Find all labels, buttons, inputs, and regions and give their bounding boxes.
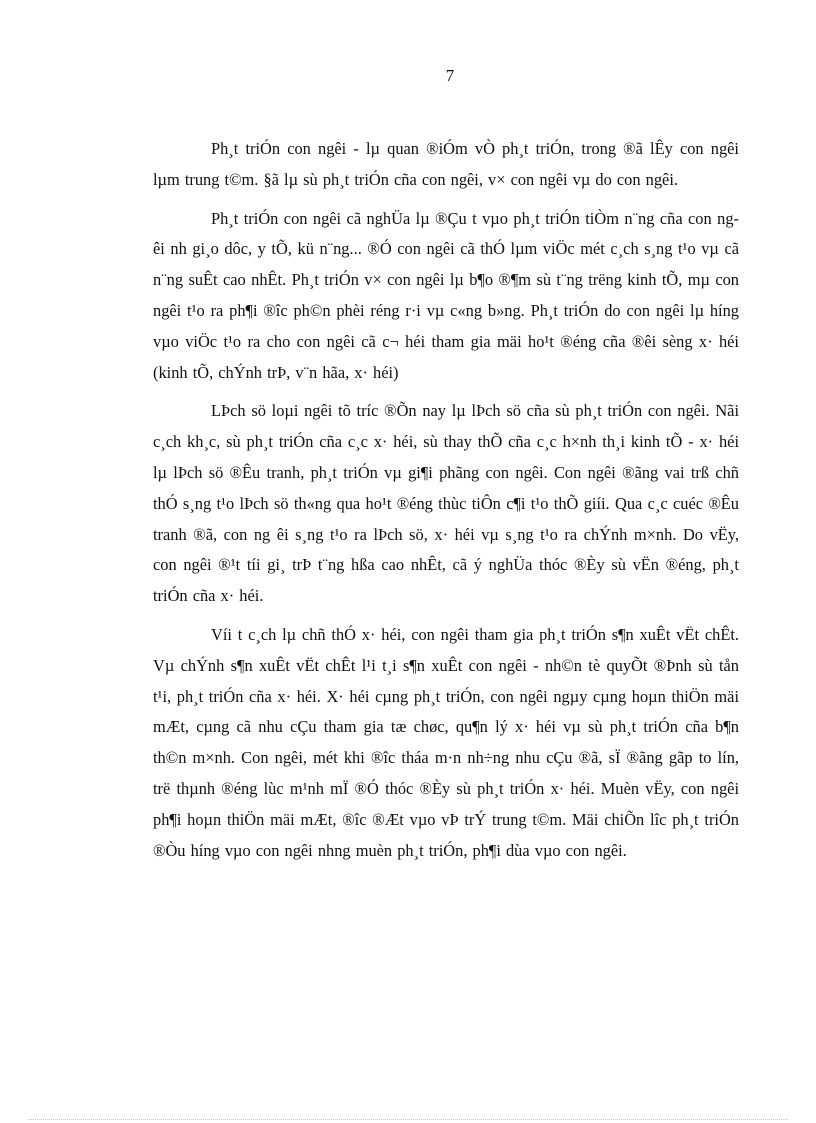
page-bottom-border [28,1119,788,1120]
page-number: 7 [445,66,455,85]
document-body [153,134,739,874]
paragraph-2: Ph¸t triÓn con ngêi cã nghÜa lµ ®Çu t vµo ph¸t triÓn tiÒm n¨ng cña con ngêi nh gi¸o dôc, y tÕ, kü n¨ng... ®Ó con ngêi cã thÓ lµm viÖc mét c¸ch s¸ng t¹o vµ cã n¨ng suÊt cao nhÊt. Ph¸t triÓn v× con ngêi lµ b¶o ®¶m sù t¨ng trëng kinh tÕ, mµ con ngêi t¹o ra ph¶i ®îc ph©n phèi réng r·i vµ c«ng b»ng. Ph¸t triÓn do con ngêi lµ híng vµo viÖc t¹o ra cho con ngêi cã c¬ héi tham gia mäi ho¹t ®éng cña ®êi sèng x· héi (kinh tÕ, chÝnh trÞ, v¨n hãa, x· héi) [153,208,739,382]
paragraph-1: Ph¸t triÓn con ngêi - lµ quan ®iÓm vÒ ph¸t triÓn, trong ®ã lÊy con ngêi lµm trung t©m. §ã lµ sù ph¸t triÓn cña con ngêi, v× con ngêi vµ do con ngêi. [153,139,739,189]
paragraph-3: LÞch sö loµi ngêi tõ tríc ®Õn nay lµ lÞch sö cña sù ph¸t triÓn con ngêi. Nãi c¸ch kh¸c, sù ph¸t triÓn cña c¸c x· héi, sù thay thÕ cña c¸c h×nh th¸i kinh tÕ - x· héi lµ lÞch sö ®Êu tranh, ph¸t triÓn vµ gi¶i phãng con ngêi. Con ngêi ®ãng vai trß chñ thÓ s¸ng t¹o lÞch sö th«ng qua ho¹t ®éng thùc tiÔn c¶i t¹o thÕ giíi. Qua c¸c cuéc ®Êu tranh ®ã, con ng êi s¸ng t¹o ra lÞch sö, x· héi vµ s¸ng t¹o ra chÝnh m×nh. Do vËy, con ngêi ®¹t tíi gi¸ trÞ t¨ng hßa cao nhÊt, cã ý nghÜa thóc ®Èy sù vËn ®éng, ph¸t triÓn cña x· héi. [153,401,739,606]
paragraph-4: Víi t c¸ch lµ chñ thÓ x· héi, con ngêi tham gia ph¸t triÓn s¶n xuÊt vËt chÊt. Vµ chÝnh s¶n xuÊt vËt chÊt l¹i t¸i s¶n xuÊt con ngêi - nh©n tè quyÕt ®Þnh sù tån t¹i, ph¸t triÓn cña x· héi. X· héi cµng ph¸t triÓn, con ngêi ngµy cµng hoµn thiÖn mäi mÆt, cµng cã nhu cÇu tham gia tæ chøc, qu¶n lý x· héi vµ sù ph¸t triÓn cña b¶n th©n m×nh. Con ngêi, mét khi ®îc tháa m·n nh÷ng nhu cÇu ®ã, sÏ ®ãng gãp to lín, trë thµnh ®éng lùc m¹nh mÏ ®Ó thóc ®Èy sù ph¸t triÓn x· héi. Muèn vËy, con ngêi ph¶i hoµn thiÖn mäi mÆt, ®îc ®Æt vµo vÞ trÝ trung t©m. Mäi chiÕn lîc ph¸t triÓn ®Òu híng vµo con ngêi nhng muèn ph¸t triÓn, ph¶i dùa vµo con ngêi. [153,624,739,860]
